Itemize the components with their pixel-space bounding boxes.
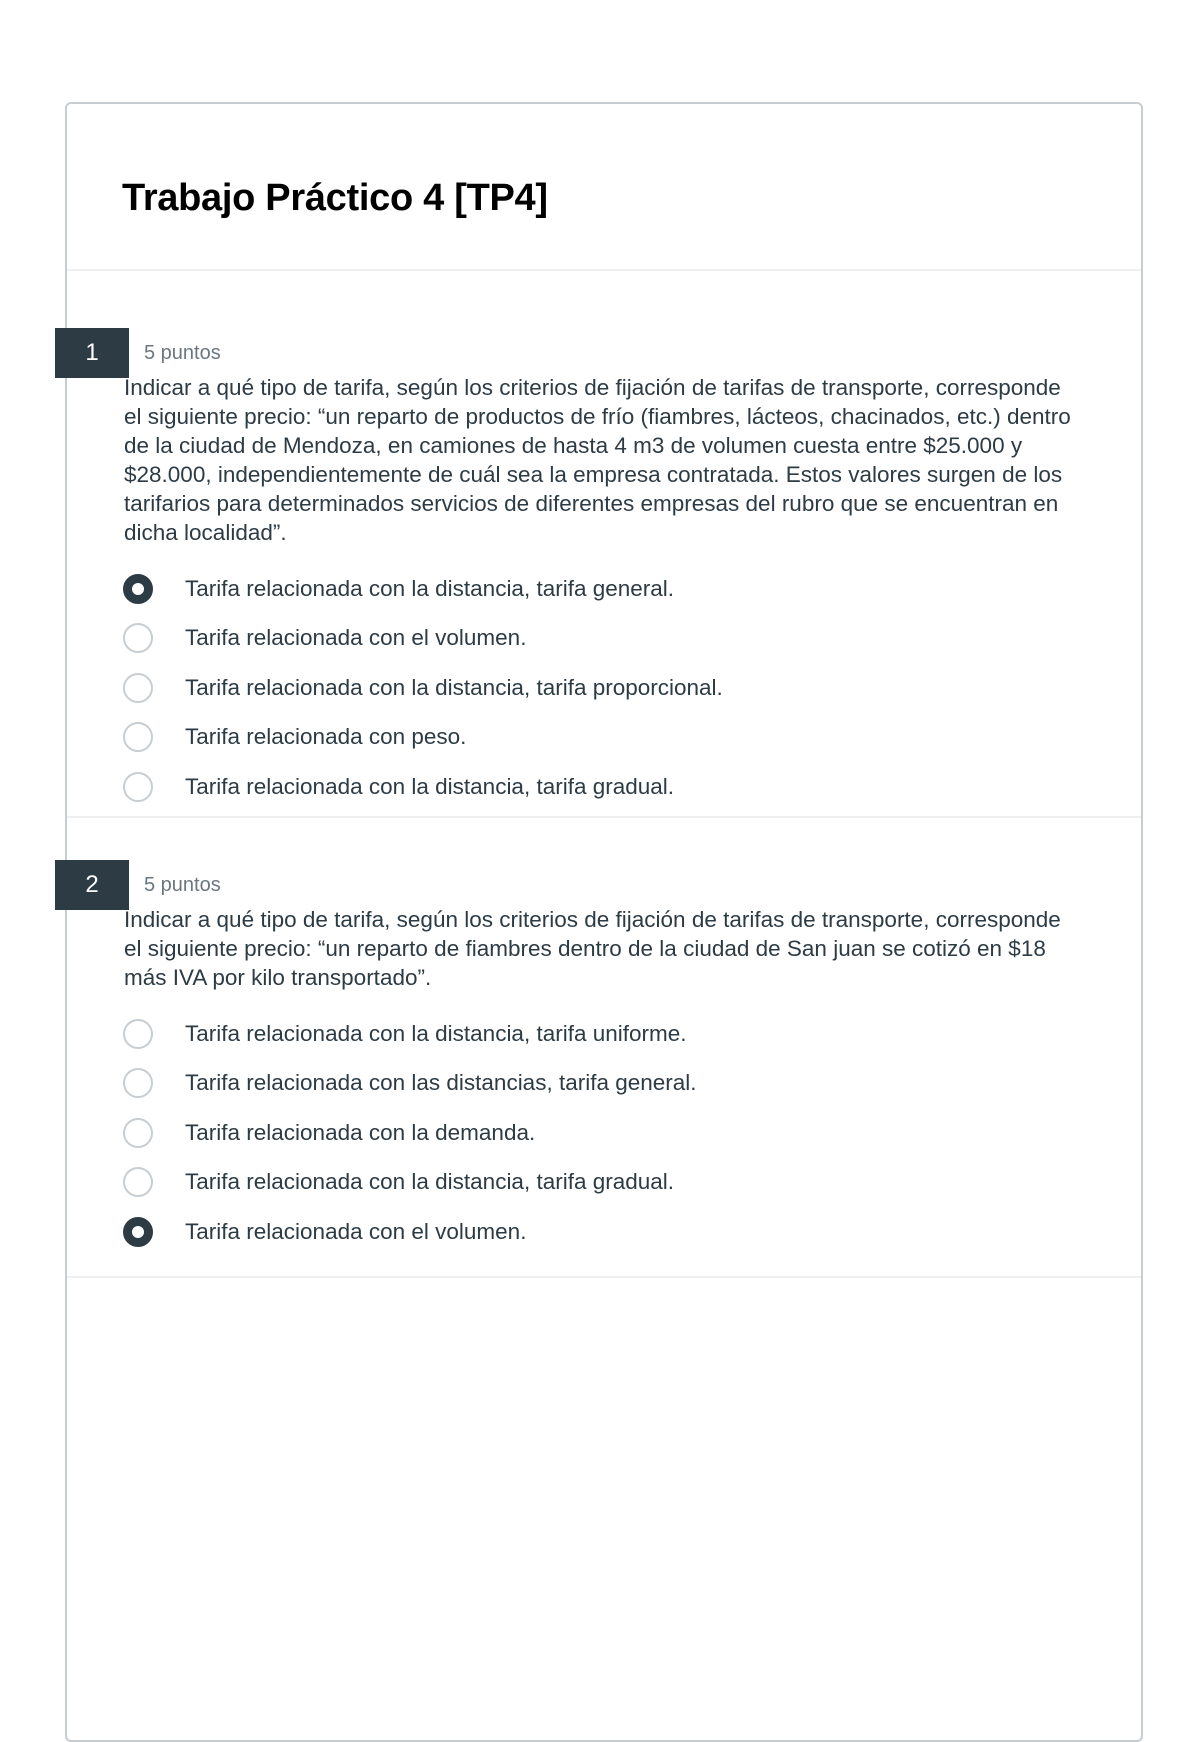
question-text-line: dicha localidad”. <box>124 520 287 545</box>
question-2 <box>67 818 1141 1278</box>
radio-button[interactable] <box>123 574 153 604</box>
quiz-header <box>67 104 1141 271</box>
question-text <box>124 905 1124 992</box>
radio-button[interactable] <box>123 1217 153 1247</box>
question-number: 2 <box>55 860 129 910</box>
answer-option[interactable] <box>123 762 723 812</box>
quiz-title: Trabajo Práctico 4 [TP4] <box>122 177 548 219</box>
answer-option[interactable] <box>123 663 723 713</box>
question-text-line: de la ciudad de Mendoza, en camiones de hasta 4 m3 de volumen cuesta entre $25.000 y <box>124 433 1023 458</box>
question-points: 5 puntos <box>144 874 221 896</box>
answer-option[interactable] <box>123 1108 697 1158</box>
question-text-line: el siguiente precio: “un reparto de productos de frío (fiambres, lácteos, chacinados, etc.) dentro <box>124 404 1071 429</box>
answer-option[interactable] <box>123 713 723 763</box>
question-text-line: más IVA por kilo transportado”. <box>124 965 432 990</box>
answer-label[interactable]: Tarifa relacionada con la distancia, tarifa gradual. <box>185 773 675 799</box>
radio-button[interactable] <box>123 623 153 653</box>
answer-label[interactable]: Tarifa relacionada con el volumen. <box>185 1218 527 1244</box>
answer-option[interactable] <box>123 1158 697 1208</box>
question-text-line: $28.000, independientemente de cuál sea la empresa contratada. Estos valores surgen de los <box>124 462 1063 487</box>
radio-button[interactable] <box>123 722 153 752</box>
question-text-line: Indicar a qué tipo de tarifa, según los criterios de fijación de tarifas de transporte, corresponde <box>124 375 1061 400</box>
answer-option[interactable] <box>123 1009 697 1059</box>
question-text-line: tarifarios para determinados servicios de diferentes empresas del rubro que se encuentran en <box>124 491 1059 516</box>
question-text-line: el siguiente precio: “un reparto de fiambres dentro de la ciudad de San juan se cotizó en $18 <box>124 936 1046 961</box>
radio-button[interactable] <box>123 673 153 703</box>
answer-label[interactable]: Tarifa relacionada con el volumen. <box>185 625 527 651</box>
question-number: 1 <box>55 328 129 378</box>
question-points: 5 puntos <box>144 342 221 364</box>
answer-option[interactable] <box>123 1207 697 1257</box>
answer-label[interactable]: Tarifa relacionada con peso. <box>185 724 467 750</box>
question-text <box>124 373 1124 547</box>
answer-option[interactable] <box>123 564 723 614</box>
answer-list <box>123 564 723 812</box>
answer-label[interactable]: Tarifa relacionada con la distancia, tarifa gradual. <box>185 1169 675 1195</box>
question-1 <box>67 271 1141 818</box>
radio-button[interactable] <box>123 1068 153 1098</box>
answer-label[interactable]: Tarifa relacionada con las distancias, tarifa general. <box>185 1070 697 1096</box>
radio-button[interactable] <box>123 1118 153 1148</box>
radio-button[interactable] <box>123 772 153 802</box>
answer-option[interactable] <box>123 1059 697 1109</box>
quiz-card <box>65 102 1143 1742</box>
radio-button[interactable] <box>123 1019 153 1049</box>
answer-option[interactable] <box>123 614 723 664</box>
answer-label[interactable]: Tarifa relacionada con la demanda. <box>185 1119 536 1145</box>
answer-label[interactable]: Tarifa relacionada con la distancia, tarifa proporcional. <box>185 674 723 700</box>
answer-label[interactable]: Tarifa relacionada con la distancia, tarifa uniforme. <box>185 1020 687 1046</box>
answer-list <box>123 1009 697 1257</box>
answer-label[interactable]: Tarifa relacionada con la distancia, tarifa general. <box>185 575 675 601</box>
question-text-line: Indicar a qué tipo de tarifa, según los criterios de fijación de tarifas de transporte, corresponde <box>124 907 1061 932</box>
radio-button[interactable] <box>123 1167 153 1197</box>
